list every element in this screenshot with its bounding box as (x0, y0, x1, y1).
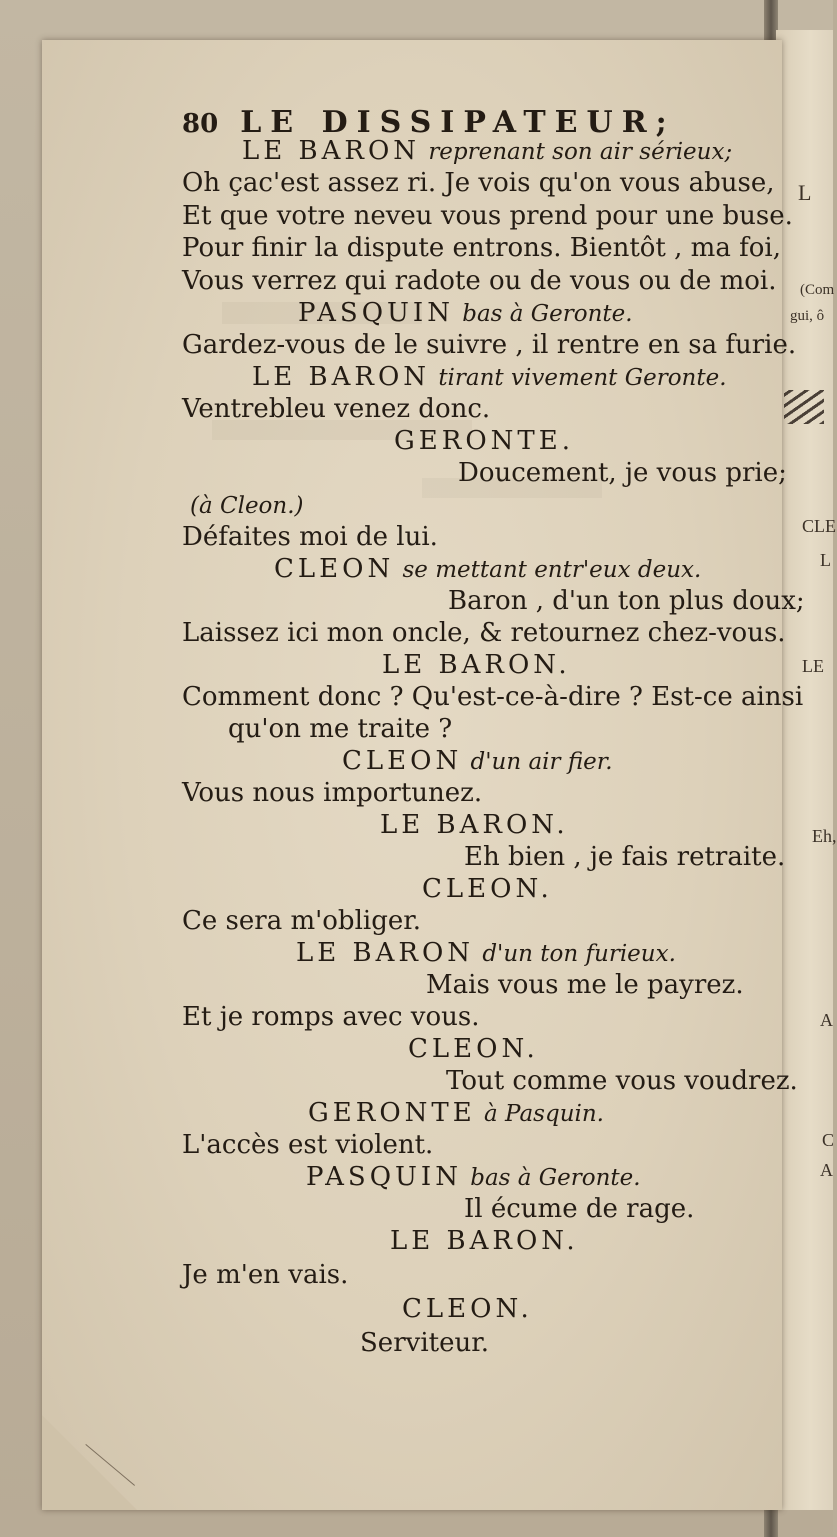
verse-line: Ventrebleu venez donc. (182, 394, 491, 424)
verse-line: L'accès est violent. (182, 1130, 434, 1160)
stage-direction: (à Cleon.) (190, 493, 304, 519)
facing-page-fragment: L (820, 550, 831, 570)
facing-page-fragment: (Com (800, 282, 835, 298)
verse-line: Mais vous me le payrez. (426, 970, 744, 1000)
verse-line: Comment donc ? Qu'est-ce-à-dire ? Est-ce ainsi (182, 682, 804, 712)
speaker-heading: CLEON. (408, 1034, 539, 1064)
verse-line: Serviteur. (360, 1328, 490, 1358)
verse-line: Et que votre neveu vous prend pour une buse. (182, 201, 793, 231)
verse-line: qu'on me traite ? (228, 714, 453, 744)
verse-line: Et je romps avec vous. (182, 1002, 480, 1032)
facing-page-fragment: L (798, 180, 812, 205)
running-title: LE DISSIPATEUR; (240, 105, 676, 140)
speaker-heading: LE BARON. (390, 1226, 579, 1256)
facing-page-fragment: A (820, 1160, 833, 1180)
verse-line: Baron , d'un ton plus doux; (448, 586, 805, 616)
verse-line: Eh bien , je fais retraite. (464, 842, 786, 872)
book-page (42, 40, 805, 1510)
verse-line: Il écume de rage. (464, 1194, 695, 1224)
verse-line: Pour finir la dispute entrons. Bientôt , ma foi, (182, 233, 781, 263)
speaker-heading: GERONTE. (394, 426, 574, 456)
facing-page-fragment: A (820, 1010, 833, 1030)
verse-line: Laissez ici mon oncle, & retournez chez-vous. (182, 618, 786, 648)
verse-line: Tout comme vous voudrez. (446, 1066, 798, 1096)
facing-page-fragment: CLE (802, 516, 836, 536)
running-header (182, 105, 676, 140)
speaker-heading: GERONTE à Pasquin. (308, 1098, 604, 1128)
verse-line: Vous nous importunez. (182, 778, 483, 808)
verse-line: Gardez-vous de le suivre , il rentre en sa furie. (182, 330, 797, 360)
speaker-heading: LE BARON. (380, 810, 569, 840)
speaker-heading: LE BARON tirant vivement Geronte. (252, 362, 727, 392)
facing-page-fragment: C (822, 1130, 835, 1150)
speaker-heading: PASQUIN bas à Geronte. (298, 298, 633, 328)
verse-line: Je m'en vais. (182, 1260, 349, 1290)
verse-line: Doucement, je vous prie; (458, 458, 787, 488)
speaker-heading: LE BARON. (382, 650, 571, 680)
verse-line: Défaites moi de lui. (182, 522, 438, 552)
verse-line: Ce sera m'obliger. (182, 906, 422, 936)
verse-line: Oh çac'est assez ri. Je vois qu'on vous abuse, (182, 168, 775, 198)
speaker-heading: CLEON. (422, 874, 553, 904)
verse-line: Vous verrez qui radote ou de vous ou de moi. (182, 266, 777, 296)
facing-page-fragment: gui, ô (790, 308, 825, 324)
speaker-heading: LE BARON d'un ton furieux. (296, 938, 676, 968)
speaker-heading: CLEON. (402, 1294, 533, 1324)
facing-page-ornament (784, 390, 824, 424)
page-number: 80 (182, 109, 219, 139)
facing-page-fragment: Eh, (812, 826, 837, 846)
facing-page-fragment: LE (802, 656, 824, 676)
speaker-heading: PASQUIN bas à Geronte. (306, 1162, 641, 1192)
facing-page-edge (776, 30, 837, 1510)
speaker-heading: CLEON d'un air fier. (342, 746, 613, 776)
page-text (42, 40, 805, 1510)
speaker-heading: CLEON se mettant entr'eux deux. (274, 554, 702, 584)
speaker-heading: LE BARON reprenant son air sérieux; (242, 136, 733, 166)
